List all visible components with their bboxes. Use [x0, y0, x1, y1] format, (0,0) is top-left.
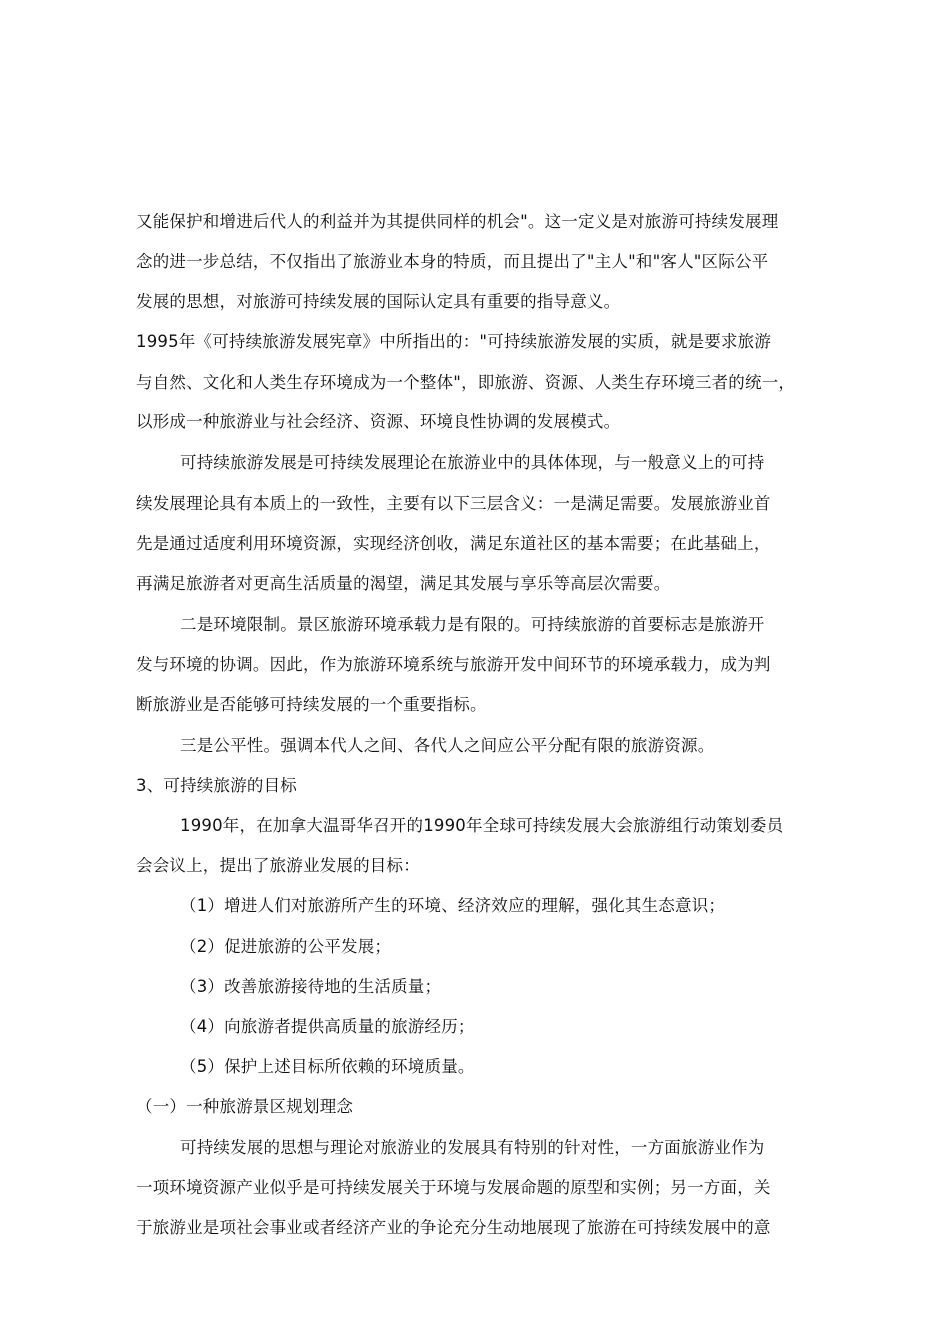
list-item: （4）向旅游者提供高质量的旅游经历；	[180, 1017, 475, 1036]
paragraph-line: 先是通过适度利用环境资源，实现经济创收，满足东道社区的基本需要；在此基础上，	[136, 534, 771, 553]
paragraph-line: 二是环境限制。景区旅游环境承载力是有限的。可持续旅游的首要标志是旅游开	[180, 615, 765, 634]
paragraph-line: 发与环境的协调。因此，作为旅游环境系统与旅游开发中间环节的环境承载力，成为判	[136, 655, 771, 674]
paragraph-line: 于旅游业是项社会事业或者经济产业的争论充分生动地展现了旅游在可持续发展中的意	[136, 1218, 771, 1237]
section-heading: （一）一种旅游景区规划理念	[136, 1097, 354, 1116]
paragraph-line: 与自然、文化和人类生存环境成为一个整体"，即旅游、资源、人类生存环境三者的统一，	[136, 373, 796, 392]
paragraph-line: 发展的思想，对旅游可持续发展的国际认定具有重要的指导意义。	[136, 292, 621, 311]
paragraph-line: 以形成一种旅游业与社会经济、资源、环境良性协调的发展模式。	[136, 412, 621, 431]
paragraph-line: 1995年《可持续旅游发展宪章》中所指出的："可持续旅游发展的实质，就是要求旅游	[136, 332, 772, 351]
list-item: （3）改善旅游接待地的生活质量；	[180, 977, 442, 996]
paragraph-line: 可持续旅游发展是可持续发展理论在旅游业中的具体体现，与一般意义上的可持	[180, 453, 765, 472]
paragraph-line: 会会议上，提出了旅游业发展的目标：	[136, 856, 420, 875]
list-item: （1）增进人们对旅游所产生的环境、经济效应的理解，强化其生态意识；	[180, 896, 726, 915]
list-item: （5）保护上述目标所依赖的环境质量。	[180, 1057, 475, 1076]
paragraph-line: 断旅游业是否能够可持续发展的一个重要指标。	[136, 695, 487, 714]
paragraph-line: 1990年，在加拿大温哥华召开的1990年全球可持续发展大会旅游组行动策划委员	[180, 816, 784, 835]
paragraph-line: 又能保护和增进后代人的利益并为其提供同样的机会"。这一定义是对旅游可持续发展理	[136, 212, 779, 231]
section-heading: 3、可持续旅游的目标	[136, 776, 297, 795]
paragraph-line: 三是公平性。强调本代人之间、各代人之间应公平分配有限的旅游资源。	[180, 736, 715, 755]
paragraph-line: 再满足旅游者对更高生活质量的渴望，满足其发展与享乐等高层次需要。	[136, 574, 671, 593]
paragraph-line: 念的进一步总结，不仅指出了旅游业本身的特质，而且提出了"主人"和"客人"区际公平	[136, 252, 769, 271]
paragraph-line: 可持续发展的思想与理论对旅游业的发展具有特别的针对性，一方面旅游业作为	[180, 1138, 765, 1157]
paragraph-line: 续发展理论具有本质上的一致性，主要有以下三层含义：一是满足需要。发展旅游业首	[136, 494, 771, 513]
list-item: （2）促进旅游的公平发展；	[180, 937, 392, 956]
paragraph-line: 一项环境资源产业似乎是可持续发展关于环境与发展命题的原型和实例；另一方面，关	[136, 1178, 771, 1197]
